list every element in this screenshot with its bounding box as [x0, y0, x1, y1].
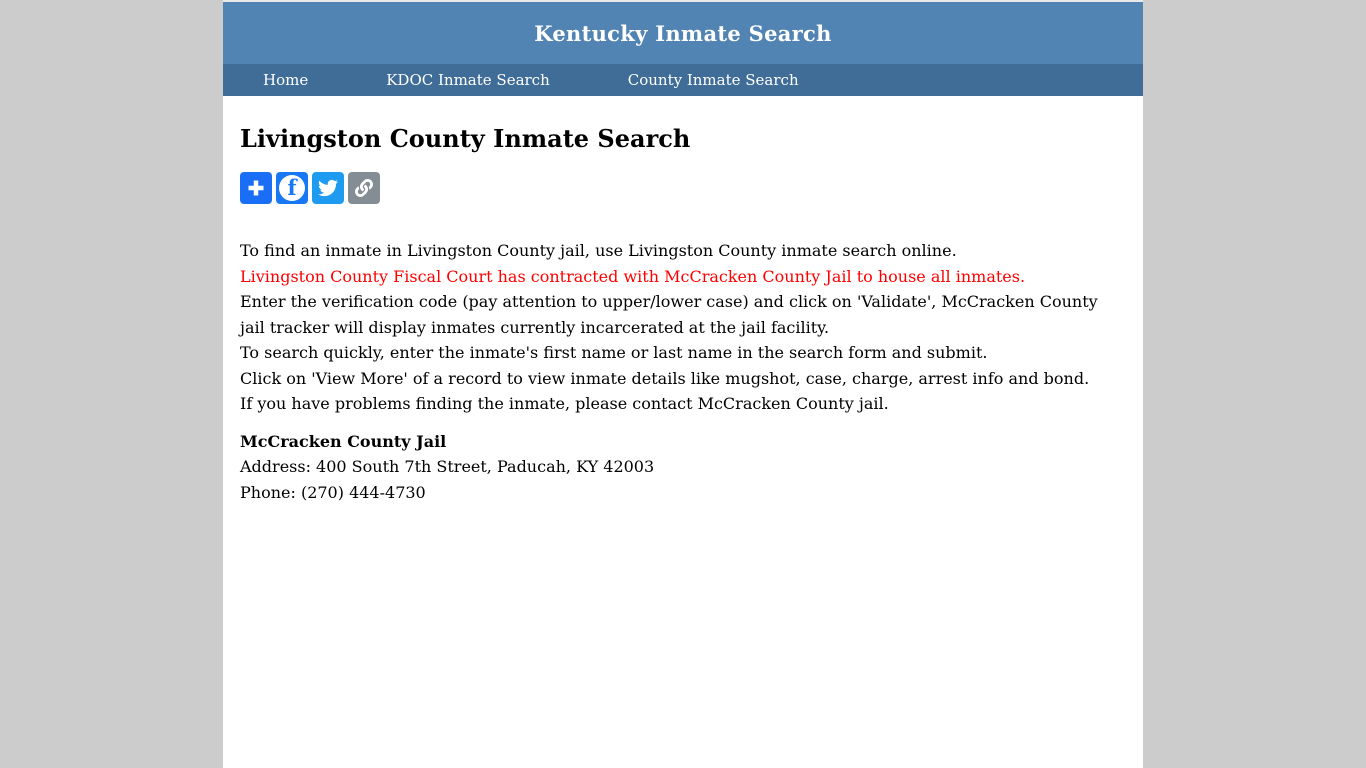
- jail-name: McCracken County Jail: [240, 431, 447, 451]
- plus-share-icon: [244, 176, 268, 200]
- facebook-share-button[interactable]: [276, 172, 308, 204]
- jail-phone: Phone: (270) 444-4730: [240, 482, 426, 502]
- verification-instructions-text: Enter the verification code (pay attention to upper/lower case) and click on 'Validate', McCracken County jail tracker will display inmates currently incarcerated at the jail facility.: [240, 292, 1098, 337]
- share-toolbar: [240, 172, 1126, 204]
- search-tip-text: To search quickly, enter the inmate's first name or last name in the search form and submit.: [240, 343, 988, 362]
- intro-text: To find an inmate in Livingston County jail, use Livingston County inmate search online.: [240, 241, 957, 260]
- main-content: [223, 96, 1143, 545]
- twitter-bird-icon: [318, 178, 338, 198]
- jail-address: Address: 400 South 7th Street, Paducah, KY 42003: [240, 457, 655, 476]
- copy-link-share-button[interactable]: [348, 172, 380, 204]
- nav-item-kdoc-inmate-search[interactable]: KDOC Inmate Search: [386, 71, 550, 89]
- link-chain-icon: [355, 179, 373, 197]
- jail-contact-block: [240, 429, 1126, 506]
- nav-item-county-inmate-search[interactable]: County Inmate Search: [627, 71, 799, 89]
- site-header: [223, 2, 1143, 64]
- share-button[interactable]: [240, 172, 272, 204]
- view-more-tip-text: Click on 'View More' of a record to view inmate details like mugshot, case, charge, arrest info and bond.: [240, 368, 1090, 388]
- page-title: Livingston County Inmate Search: [240, 124, 691, 153]
- contact-tip-text: If you have problems finding the inmate, please contact McCracken County jail.: [240, 394, 889, 413]
- facebook-icon: f: [279, 175, 305, 201]
- nav-item-home[interactable]: Home: [263, 71, 309, 89]
- page-container: [223, 0, 1143, 768]
- contract-notice-text: Livingston County Fiscal Court has contracted with McCracken County Jail to house all inmates.: [240, 266, 1026, 286]
- main-nav: [223, 64, 1143, 96]
- twitter-share-button[interactable]: [312, 172, 344, 204]
- site-title: Kentucky Inmate Search: [534, 20, 832, 46]
